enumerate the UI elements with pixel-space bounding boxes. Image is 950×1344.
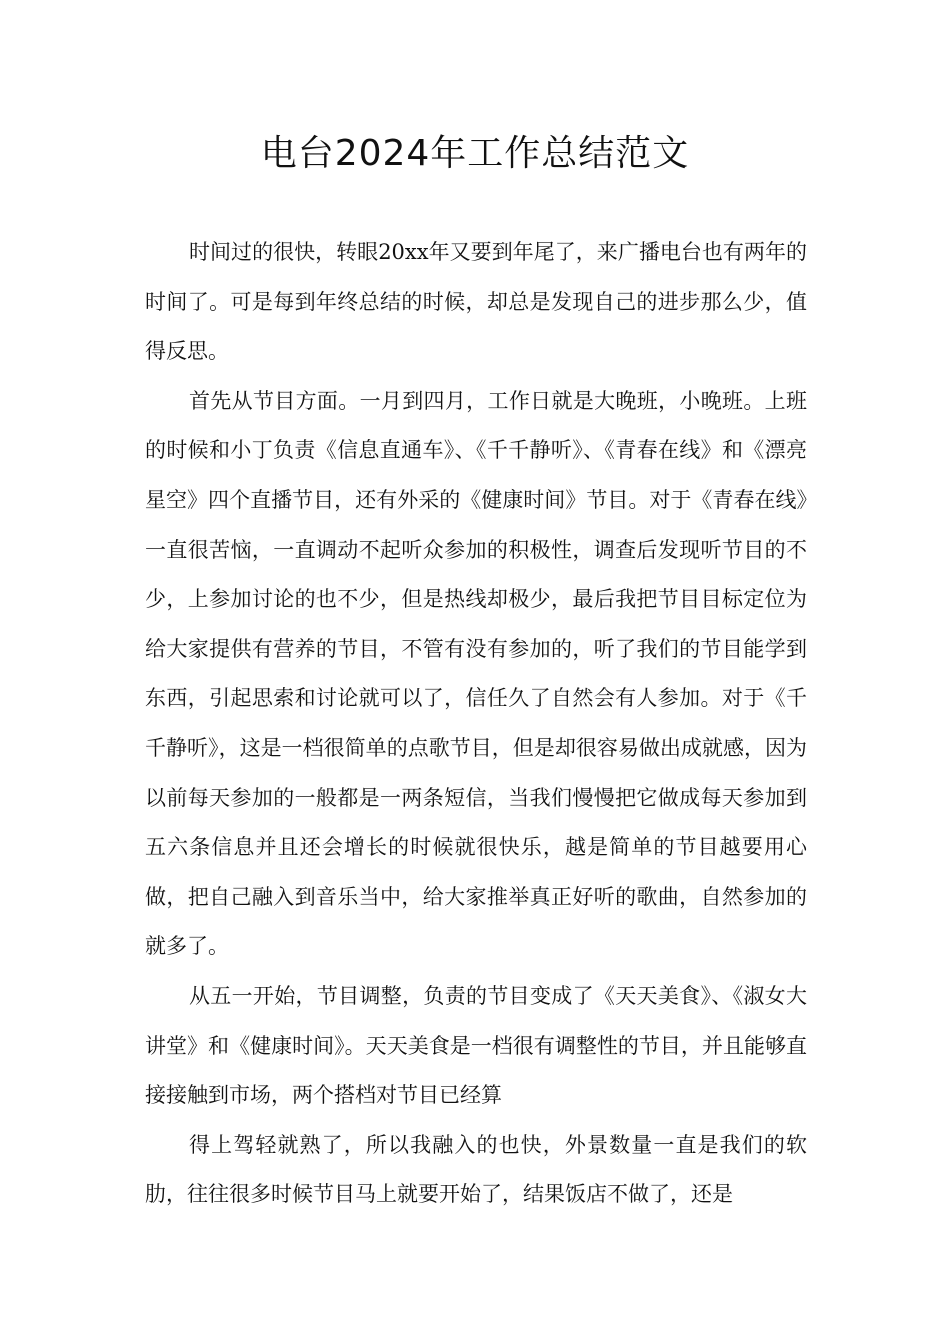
paragraph-1: 时间过的很快，转眼20xx年又要到年尾了，来广播电台也有两年的时间了。可是每到年终总结的时候，却总是发现自己的进步那么少，值得反思。 [145,240,807,364]
paragraph-2: 首先从节目方面。一月到四月，工作日就是大晚班，小晚班。上班的时候和小丁负责《信息直通车》、《千千静听》、《青春在线》和《漂亮星空》四个直播节目，还有外采的《健康时间》节目。对于《青春在线》一直很苦恼，一直调动不起听众参加的积极性，调查后发现听节目的不少，上参加讨论的也不少，但是热线却极少，最后我把节目目标定位为给大家提供有营养的节目，不管有没有参加的，听了我们的节目能学到东西，引起思索和讨论就可以了，信任久了自然会有人参加。对于《千千静听》，这是一档很简单的点歌节目，但是却很容易做出成就感，因为以前每天参加的一般都是一两条短信，当我们慢慢把它做成每天参加到五六条信息并且还会增长的时候就很快乐，越是简单的节目越要用心做，把自己融入到音乐当中，给大家推举真正好听的歌曲，自然参加的就多了。 [145,388,807,959]
document-title: 电台2024年工作总结范文 [260,133,690,174]
paragraph-4: 得上驾轻就熟了，所以我融入的也快，外景数量一直是我们的软肋，往往很多时候节目马上就要开始了，结果饭店不做了，还是 [145,1132,807,1207]
document-body [145,228,807,1220]
paragraph-3: 从五一开始，节目调整，负责的节目变成了《天天美食》、《淑女大讲堂》和《健康时间》。天天美食是一档很有调整性的节目，并且能够直接接触到市场，两个搭档对节目已经算 [145,983,807,1108]
